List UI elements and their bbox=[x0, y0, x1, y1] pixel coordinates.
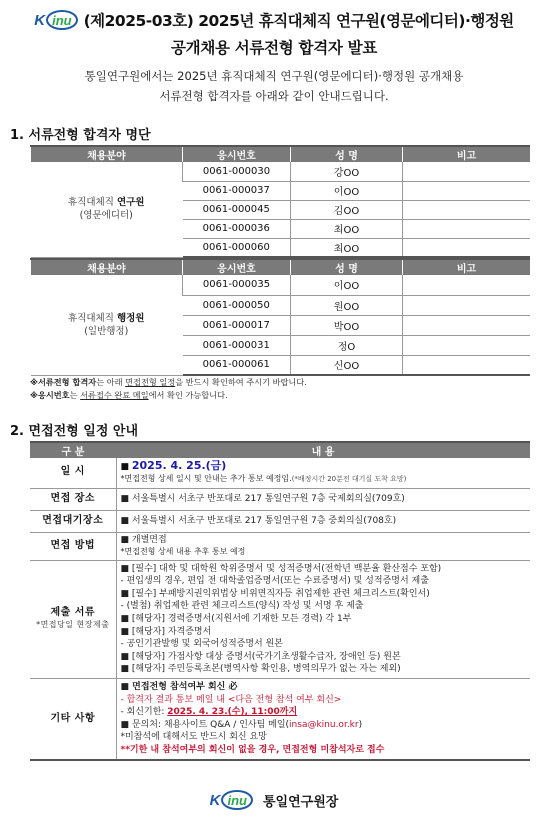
applicant-name: 박OO bbox=[291, 315, 403, 335]
applicant-id: 0061-000037 bbox=[183, 181, 291, 200]
field-cell-admin bbox=[31, 275, 183, 375]
etc-line6: **기한 내 참석여부의 회신이 없을 경우, 면접전형 미참석자로 접수 bbox=[120, 745, 385, 755]
applicant-note bbox=[403, 181, 531, 200]
contact-email: insa@kinu.or.kr bbox=[289, 719, 359, 730]
section2-title: 2. 면접전형 일정 안내 bbox=[10, 424, 139, 439]
row-documents bbox=[30, 560, 530, 678]
field-label: 휴직대체직 bbox=[68, 312, 117, 324]
method-type: 개별면접 bbox=[131, 534, 167, 545]
document-header bbox=[0, 6, 548, 58]
table-header-row bbox=[31, 146, 531, 162]
etc-line1: ■ 면접전형 참석여부 회신 必 bbox=[120, 682, 238, 693]
doc-line: ■ [해당자] 경력증명서(지원서에 기재한 모든 경력) 각 1부 bbox=[120, 614, 352, 625]
applicant-id: 0061-000045 bbox=[183, 200, 291, 219]
applicant-id: 0061-000050 bbox=[183, 295, 291, 315]
issuer-name: 통일연구원장 bbox=[262, 794, 339, 810]
doc-text: [해당자] 경력증명서(지원서에 기재한 모든 경력) 각 1부 bbox=[131, 614, 352, 625]
etc-line3 bbox=[121, 706, 527, 719]
header-id: 응시번호 bbox=[183, 146, 291, 162]
note2-bold: ※응시번호 bbox=[30, 390, 70, 400]
section1-notes bbox=[30, 376, 307, 402]
field-cell-researcher bbox=[31, 162, 183, 257]
date-sub-text: *면접전형 상세 일시 및 안내는 추가 통보 예정임. bbox=[120, 474, 292, 484]
deadline-label: - 회신기한: bbox=[120, 707, 168, 718]
note1-end: 을 반드시 확인하여 주시기 바랍니다. bbox=[175, 377, 307, 387]
note2-mid: 는 bbox=[69, 390, 81, 400]
row-date bbox=[30, 458, 530, 488]
field-sublabel: (일반행정) bbox=[84, 325, 129, 337]
applicant-note bbox=[403, 295, 531, 315]
table-header-row bbox=[30, 442, 530, 458]
label-date: 일 시 bbox=[30, 458, 116, 488]
content-waiting-room: ■ 서울특별시 서초구 반포대로 217 통일연구원 7층 중회의실(708호) bbox=[116, 510, 530, 532]
label-waiting-room: 면접대기장소 bbox=[30, 510, 116, 532]
note1-mid: 는 아래 bbox=[96, 377, 126, 387]
logo-letters-inu: inu bbox=[52, 12, 72, 28]
results-table-admin bbox=[30, 258, 530, 376]
note-line1 bbox=[30, 376, 307, 389]
footer-signature bbox=[0, 790, 548, 810]
header-name: 성 명 bbox=[291, 259, 403, 275]
field-label-bold: 연구원 bbox=[116, 197, 145, 209]
row-method bbox=[30, 532, 530, 560]
applicant-note bbox=[403, 315, 531, 335]
doc-line: ■ [해당자] 가점사항 대상 증명서(국가기초생활수급자, 장애인 등) 원본 bbox=[120, 651, 401, 662]
contact-text: 문의처: 채용사이트 Q&A / 인사팀 메일( bbox=[131, 719, 290, 730]
label-venue: 면접 장소 bbox=[30, 488, 116, 510]
applicant-name: 최OO bbox=[291, 238, 403, 257]
etc-reply-required: 면접전형 참석여부 회신 必 bbox=[132, 682, 238, 693]
header-note: 비고 bbox=[403, 259, 531, 275]
applicant-id: 0061-000036 bbox=[183, 219, 291, 238]
applicant-note bbox=[403, 335, 531, 355]
doc-line: ■ [해당자] 자격증명서 bbox=[120, 626, 212, 637]
intro-line1: 통일연구원에서는 2025년 휴직대체직 연구원(영문에디터)·행정원 공개채용 bbox=[84, 69, 464, 83]
doc-line: - 공인기관발행 및 외국어성적증명서 원본 bbox=[120, 639, 283, 650]
note1-underlined: 면접전형 일정 bbox=[125, 377, 176, 387]
etc-line4: ■ 문의처: 채용사이트 Q&A / 인사팀 메일(insa@kinu.or.kr) bbox=[120, 719, 363, 730]
header-category: 구 분 bbox=[30, 442, 116, 458]
applicant-note bbox=[403, 200, 531, 219]
doc-text: [해당자] 주민등록초본(병역사항 확인용, 병역의무가 없는 자는 제외) bbox=[131, 664, 401, 675]
applicant-id: 0061-000035 bbox=[183, 275, 291, 295]
doc-line: ■ [해당자] 주민등록초본(병역사항 확인용, 병역의무가 없는 자는 제외) bbox=[120, 664, 401, 675]
doc-text: [필수] 부패방지권익위법상 비위면직자등 취업제한 관련 체크리스트(확인서) bbox=[131, 588, 430, 599]
header-id: 응시번호 bbox=[183, 259, 291, 275]
label-method: 면접 방법 bbox=[30, 532, 116, 560]
header-content: 내 용 bbox=[116, 442, 530, 458]
documents-label: 제출 서류 bbox=[50, 606, 96, 618]
content-venue: ■ 서울특별시 서초구 반포대로 217 통일연구원 7층 국제회의실(709호) bbox=[116, 488, 530, 510]
header-field: 채용분야 bbox=[31, 259, 183, 275]
content-etc bbox=[116, 679, 530, 760]
results-table-researcher bbox=[30, 145, 530, 258]
kinu-logo-footer bbox=[210, 790, 253, 810]
table-header-row bbox=[31, 259, 531, 275]
interview-schedule-table bbox=[30, 441, 530, 761]
logo-letter-k: K bbox=[34, 11, 46, 29]
applicant-note bbox=[403, 162, 531, 181]
page-title-line1: (제2025-03호) 2025년 휴직대체직 연구원(영문에디터)·행정원 bbox=[83, 12, 514, 30]
method-line1: ■ 개별면접 bbox=[120, 534, 167, 545]
kinu-logo bbox=[34, 10, 77, 30]
header-name: 성 명 bbox=[291, 146, 403, 162]
doc-line: - 편입생의 경우, 편입 전 대학졸업증명서(또는 수료증명서) 및 성적증명서 제출 bbox=[120, 576, 429, 587]
applicant-name: 최OO bbox=[291, 219, 403, 238]
field-sublabel: (영문에디터) bbox=[79, 210, 133, 222]
note1-bold: ※서류전형 합격자 bbox=[30, 377, 97, 387]
applicant-name: 원OO bbox=[291, 295, 403, 315]
logo-letter-k: K bbox=[209, 791, 221, 809]
header-note: 비고 bbox=[403, 146, 531, 162]
waiting-room-value: 서울특별시 서초구 반포대로 217 통일연구원 7층 중회의실(708호) bbox=[131, 515, 397, 526]
venue-value: 서울특별시 서초구 반포대로 217 통일연구원 7층 국제회의실(709호) bbox=[131, 493, 405, 504]
date-value: 2025. 4. 25.(금) bbox=[131, 458, 227, 472]
row-waiting-room bbox=[30, 510, 530, 532]
field-label: 휴직대체직 bbox=[68, 197, 117, 209]
etc-line5: *미참석에 대해서도 반드시 회신 요망 bbox=[120, 732, 267, 743]
applicant-name: 정O bbox=[291, 335, 403, 355]
applicant-id: 0061-000031 bbox=[183, 335, 291, 355]
note2-end: 에서 확인 가능합니다. bbox=[148, 390, 228, 400]
title-row bbox=[0, 6, 548, 34]
row-venue bbox=[30, 488, 530, 510]
header-field: 채용분야 bbox=[31, 146, 183, 162]
doc-text: [필수] 대학 및 대학원 학위증명서 및 성적증명서(전학년 백분율 환산점수 포함) bbox=[131, 563, 442, 574]
page-title-line2: 공개채용 서류전형 합격자 발표 bbox=[170, 39, 378, 57]
method-line2: *면접전형 상세 내용 추후 통보 예정 bbox=[120, 547, 246, 557]
field-label-bold: 행정원 bbox=[116, 312, 145, 324]
content-date: ■ 2025. 4. 25.(금) *면접전형 상세 일시 및 안내는 추가 통보 예정임.(*배정시간 20분전 대기실 도착 요망) bbox=[116, 458, 530, 488]
doc-line: ■ [필수] 부패방지권익위법상 비위면직자등 취업제한 관련 체크리스트(확인서) bbox=[120, 588, 430, 599]
applicant-id: 0061-000030 bbox=[183, 162, 291, 181]
note2-underlined: 서류접수 완료 메일 bbox=[80, 390, 149, 400]
note-line2 bbox=[30, 389, 307, 402]
doc-text: [해당자] 자격증명서 bbox=[131, 626, 212, 637]
logo-oval bbox=[46, 10, 78, 30]
applicant-name: 김OO bbox=[291, 200, 403, 219]
logo-oval bbox=[221, 790, 253, 810]
deadline-value: 2025. 4. 23.(수), 11:00까지 bbox=[167, 707, 298, 718]
applicant-id: 0061-000061 bbox=[183, 355, 291, 375]
date-sub-small-red: 20분전 bbox=[327, 475, 350, 484]
row-etc bbox=[30, 679, 530, 760]
label-documents bbox=[30, 560, 116, 678]
applicant-note bbox=[403, 275, 531, 295]
applicant-name: 강OO bbox=[291, 162, 403, 181]
doc-line: - (별첨) 취업제한 관련 체크리스트(양식) 작성 및 서명 후 제출 bbox=[120, 601, 364, 612]
table-row bbox=[31, 275, 531, 295]
table-row bbox=[31, 162, 531, 181]
applicant-name: 신OO bbox=[291, 355, 403, 375]
content-method bbox=[116, 532, 530, 560]
intro-line2: 서류전형 합격자를 아래와 같이 안내드립니다. bbox=[159, 89, 389, 103]
applicant-note bbox=[403, 355, 531, 375]
applicant-name: 이OO bbox=[291, 275, 403, 295]
logo-letters-inu: inu bbox=[227, 792, 247, 808]
content-documents bbox=[116, 560, 530, 678]
contact-end: ) bbox=[358, 719, 363, 730]
date-sub-small-end: 대기실 도착 요망) bbox=[349, 475, 407, 484]
applicant-id: 0061-000017 bbox=[183, 315, 291, 335]
section1-title: 1. 서류전형 합격자 명단 bbox=[10, 128, 151, 143]
etc-line2: - 합격자 결과 통보 메일 내 <다음 전형 참석 여부 회신> bbox=[120, 694, 342, 705]
applicant-note bbox=[403, 238, 531, 257]
date-subnote bbox=[121, 473, 527, 486]
doc-line: ■ [필수] 대학 및 대학원 학위증명서 및 성적증명서(전학년 백분율 환산점수 포함) bbox=[120, 563, 442, 574]
applicant-id: 0061-000060 bbox=[183, 238, 291, 257]
label-etc: 기타 사항 bbox=[30, 679, 116, 760]
applicant-name: 이OO bbox=[291, 181, 403, 200]
intro-text bbox=[0, 66, 548, 106]
date-sub-small-pre: (*배정시간 bbox=[291, 475, 328, 484]
documents-sublabel: *면접당일 현장제출 bbox=[36, 620, 110, 630]
applicant-note bbox=[403, 219, 531, 238]
doc-text: [해당자] 가점사항 대상 증명서(국가기초생활수급자, 장애인 등) 원본 bbox=[131, 651, 401, 662]
